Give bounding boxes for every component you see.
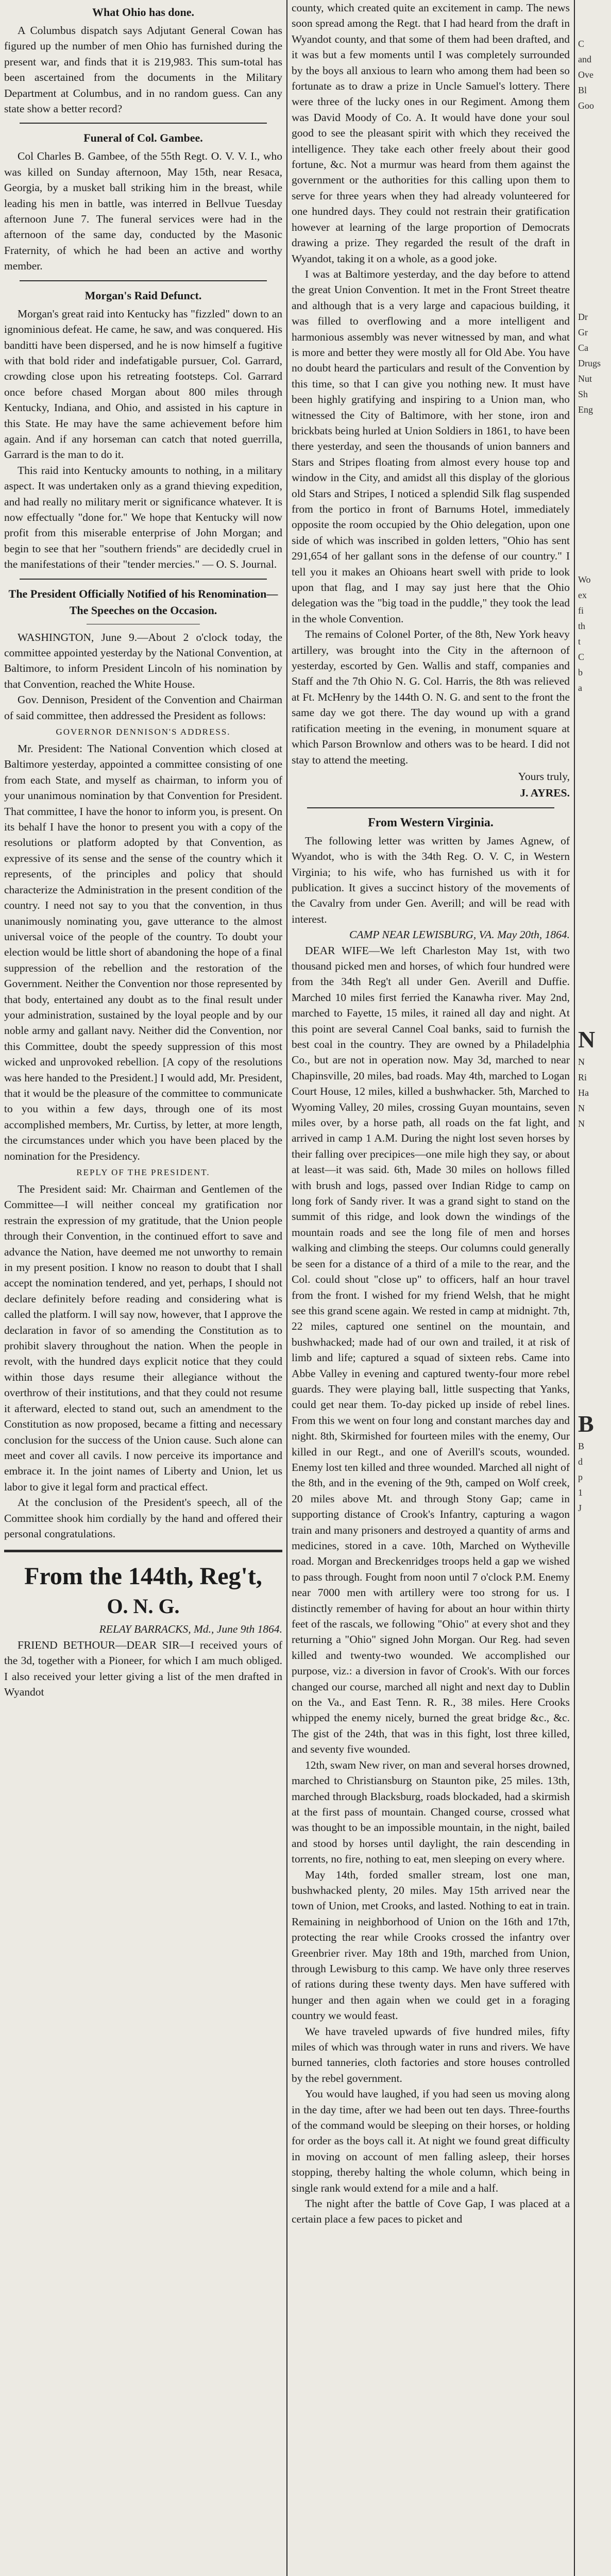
president-heading: The President Officially Notified of his Renomination—The Speeches on the Occasion. [8,587,278,617]
wva-paragraph-3: May 14th, forded smaller stream, lost one man, bushwhacked plenty, 20 miles. May 15th arrived near the town of Union, met Crooks, and lasted. Nothing to eat in train. Remaining in neighborhood of Union on the 16th and 17th, protecting the rear while Crooks crossed the infantry over Greenbrier river. May 18th and 19th, marched from Union, through Lewisburg to this camp. We have only three reserves of rations during these twenty days. Men have suffered with hunger and then again when we could get in a foraging country we would feast. [292,1868,570,2022]
fragment: Ha [578,1088,589,1098]
funeral-article: Col Charles B. Gambee, of the 55th Regt. O. V. V. I., who was killed on Sunday afternoon, May 15th, near Resaca, Georgia, by a musket ball striking him in the breast, while leading his men in battle, was interred in Bellvue Tuesday afternoon June 7. The funeral services were had in the afternoon of the same day, conducted by the Masonic Fraternity, of which he had been an active and worthy member. [4,150,282,273]
fragment: C [578,652,585,662]
reply-paragraph-2: At the conclusion of the President's speech, all of the Committee shook him cordially by the hand and offered their personal congratulations. [4,1496,282,1540]
president-paragraph-1: WASHINGTON, June 9.—About 2 o'clock today, the committee appointed yesterday by the National Convention, at Baltimore, to inform President Lincoln of his nomination by that Convention, reached the White House. [4,631,282,690]
large-initial: N [578,1026,596,1053]
reply-heading: REPLY OF THE PRESIDENT. [76,1167,210,1177]
divider [20,579,267,580]
letter-closing: Yours truly, [518,770,570,783]
fragment: Nut [578,374,592,384]
fragment: N [578,1103,585,1113]
fragment: Goo [578,100,594,111]
divider [4,1550,282,1552]
fragment: Sh [578,389,588,399]
fragment: t [578,636,581,647]
fragment: B [578,1441,585,1451]
wva-heading: From Western Virginia. [368,816,494,829]
fragment: Bl [578,85,587,95]
fragment: Ca [578,343,588,353]
fragment: d [578,1456,583,1467]
fragment: Ri [578,1072,587,1082]
divider [307,807,554,808]
wva-paragraph-2: 12th, swam New river, on man and several horses drowned, marched to Christiansburg on Staunton pike, 25 miles. 13th, marched through Blacksburg, roads blockaded, had a skirmish at the first pass of mountain. Changed course, crossed what was thought to be an impossible mountain, in the night, bailed and stood by horses until daylight, the rain descending in torrents, no fire, nothing to eat, men sleeping on every where. [292,1758,570,1866]
morgan-paragraph-2: This raid into Kentucky amounts to nothing, in a military aspect. It was undertaken only as a grand thieving expedition, and had really no military merit or significance whatever. It is now effectually "done for." We hope that Kentucky will now profit from this miserable enterprise of John Morgan; and begin to see that her "southern friends" are decidedly cruel in the manifestations of their "tender mercies." — O. S. Journal. [4,464,282,571]
fragment: a [578,683,582,693]
fragment: Gr [578,327,588,337]
fragment: p [578,1472,583,1482]
fragment: b [578,667,583,677]
fragment: Eng [578,404,593,415]
divider [20,280,267,281]
dennison-paragraph: Mr. President: The National Convention which closed at Baltimore yesterday, appointed a committee consisting of one from each State, and myself as chairman, to inform you of your unanimous nomination by that Convention for President. That committee, I have the honor to inform you, is present. On its behalf I have the honor to present you with a copy of the resolutions or platform adopted by that Convention, as expressive of its sense and the sense of the country which it represents, of the principles and policy that should characterize the Administration in the present condition of the country. I need not say to you that the convention, in thus unanimously nominating you, gave utterance to the almost universal voice of the people of the country. To doubt your election would be little short of abandoning the hope of a final suppression of the rebellion and the restoration of the Government. Neither the Convention nor those represented by that body, entertained any doubt as to the final result under your administration, sustained by the loyal people and by our noble army and gallant navy. Neither did the Convention, nor this Committee, doubt the speedy suppression of this most wicked and unprovoked rebellion. [A copy of the resolutions was here handed to the President.] I would add, Mr. President, that it would be the pleasure of the committee to communicate to you within a few days, through one of its most accomplished members, Mr. Curtiss, by letter, at more length, the circumstances under which you have been placed by the nomination for the Presidency. [4,742,282,1162]
president-paragraph-2: Gov. Dennison, President of the Convention and Chairman of said committee, then addressed the President as follows: [4,693,282,722]
large-initial: B [578,1411,594,1437]
funeral-heading: Funeral of Col. Gambee. [83,131,203,145]
wva-paragraph-4: We have traveled upwards of five hundred miles, fifty miles of which was through water in runs and rivers. We have burned tanneries, cloth factories and store houses controlled by the rebel government. [292,2025,570,2084]
fragment: J [578,1503,582,1513]
left-column [4,0,282,2576]
fragment: N [578,1118,585,1129]
wva-paragraph-1: DEAR WIFE—We left Charleston May 1st, with two thousand picked men and horses, of which four hundred were from the 34th Reg't all under Gen. Averill and Duffie. Marched 10 miles first ferried the Kanawha river. May 2nd, marched to Fayette, 15 miles, it rained all day and night. At this point are several Cannel Coal banks, said to furnish the best coal in the country. They are owned by a Philadelphia Co., but are not in operation now. May 3d, marched to near Chapinsville, 20 miles, bad roads. May 4th, marched to Logan Court House, 12 miles, killed a bushwhacker. 5th, Marched to Wyoming Valley, 20 miles, crossing Guyan mountains, seven miles over, by a horse path, all roads on the fat light, and arrived in camp 1 A.M. During the night lost seven horses by their falling over precipices—one mile high they say, or about at least—it was said. 6th, Made 30 miles on hollows filled with brush and logs, passed over Indian Ridge to camp on long fork of Sandy river. It was a grand sight to stand on the summit of this ridge, and look down the windings of the mountain roads and see the long file of men and horses walking and climbing the steeps. Our columns could generally be seen for a distance of a third of a mile to the rear, and the Col. could shout "close up" to officers, half an hour travel from the front. I wished for my friend Welsh, that he might see this grand scene again. We rested in camp at midnight. 7th, 22 miles, captured one sentinel on the mountain, and bushwhacked; made had of our own and trailed, it at risk of limb and life; captured a squad of sixteen rebs. Came into Abbe Valley in evening and captured twenty-four more rebel guards. They were playing ball, little suspecting that Yanks, could get near them. To-day picked up inside of rebel lines. From this we went on four long and constant marches day and night. 8th, Skirmished for fourteen miles with the enemy, Our killed in our Regt., and one of Averill's scouts, wounded. Enemy lost ten killed and three wounded. Marched all night of the 8th, and in the evening of the 9th, camped on Wolf creek, 20 miles above Mt. and through Stony Gap; came in supporting distance of Crook's Infantry, capturing a wagon train and many prisoners and destroyed a quantity of arms and medicines, stored in a cave. 10th, Marched on Wytheville road. Morgan and Breckenridges troops held a gap we wished to pass through. Fought from noon until 7 o'clock P.M. Enemy near 7000 men with artillery were too strong for us. I distinctly remember of having for about an hour within thirty feet of the rascals, we following "Ohio" at every shot and they returning a "Ohio" signed John Morgan. Our Reg. had seven killed and twenty-two wounded. We accomplished our purpose, viz.: a diversion in favor of Crook's. With our forces changed our course, marched all night and next day to Dublin on the Va., and East Tenn. R. R., 38 miles. Here Crooks whipped the enemy nicely, burned the great bridge &c., &c. The gist of the 24th, that was in this fight, lost three killed, and seventy five wounded. [292,944,570,1756]
column-rule [574,0,575,2576]
fragment: Dr [578,312,588,322]
wva-paragraph-6: The night after the battle of Cove Gap, I was placed at a certain place a few paces to picket and [292,2197,570,2226]
letter-continued-paragraph-3: The remains of Colonel Porter, of the 8th, New York heavy artillery, was brought into the City in the afternoon of yesterday, escorted by Gen. Wallis and staff, companies and Staff and the 7th Ohio N. G. Col. Harris, the 8th was relieved at Ft. McHenry by the 144th O. N. G. and sent to the front the same day we got there. The day wound up with a grand ratification meeting in the evening, in monument square at which Parson Brownlow and others was to be heard. I did not stay to attend the meeting. [292,628,570,766]
regt-dateline: RELAY BARRACKS, Md., June 9th 1864. [99,1623,282,1636]
ohio-article: A Columbus dispatch says Adjutant General Cowan has figured up the number of men Ohio has furnished during the present war, and finds that it is 219,983. This sum-total has been ascertained from the documents in the Military Department at Columbus, and in no random guess. Can any state show a better record? [4,24,282,115]
morgan-heading: Morgan's Raid Defunct. [84,289,202,302]
cropped-column-fragments [578,0,611,2576]
fragment: Wo [578,574,591,585]
reply-paragraph-1: The President said: Mr. Chairman and Gentlemen of the Committee—I will neither conceal my gratification nor restrain the expression of my gratitude, that the Union people through their Convention, in the continued effort to save and advance the Nation, have deemed me not unworthy to remain in my present position. I know no reason to doubt that I shall accept the nomination tendered, and yet, perhaps, I should not declare definitely before reading and considering what is called the platform. I will say now, however, that I approve the declaration in favor of so amending the Constitution as to prohibit slavery throughout the nation. When the people in revolt, with the hundred days explicit notice that they could within those days resume their allegiance without the overthrow of their institutions, and that they could not resume it afterward, elected to stand out, such an amendment to the Constitution as now proposed, became a fitting and necessary conclusion for the success of the Union cause. Such alone can meet and cover all cavils. I now perceive its importance and embrace it. In the joint names of Liberty and Union, let us labor to give it legal form and practical effect. [4,1183,282,1493]
fragment: C [578,39,585,49]
dennison-heading: GOVERNOR DENNISON'S ADDRESS. [56,727,231,737]
fragment: th [578,621,586,631]
regt-heading: From the 144th, Reg't, [24,1563,262,1590]
fragment: Ove [578,70,593,80]
letter-signature: J. AYRES. [520,787,570,800]
fragment: fi [578,605,584,616]
divider [20,123,267,124]
regt-subheading: O. N. G. [107,1595,180,1618]
fragment: Drugs [578,358,601,368]
letter-continued-paragraph-2: I was at Baltimore yesterday, and the day before to attend the great Union Convention. It met in the Front Street theatre and although that is a very large and capacious building, it was filled to overflowing and a more intelligent and harmonious assembly was never witnessed by man, and what is more and better they were mostly all for Old Abe. You have no doubt heard the particulars and result of the Convention by this time, so that I can give you nothing new. It must have been highly gratifying and inspiring to a Union man, who witnessed the City of Baltimore, with her stone, iron and brickbats being hurled at Union Soldiers in 1861, to have been there yesterday, and seen the thousands of union banners and Stars and Stripes floating from almost every house top and window in the City, and amidst all this display of the glorious old Stars and Stripes, I noticed a splendid Silk flag suspended from the portico in front of Barnums Hotel, immediately opposite the room occupied by the Ohio delegation, upon one side of which was inscribed in golden letters, "Ohio has sent 291,654 of her gallant sons in the defense of our country." I tell you it makes an Ohioans heart swell with pride to look upon that flag, and I may say just here that the Ohio delegation was the "big toad in the puddle," they took the lead in the whole Convention. [292,267,570,625]
fragment: 1 [578,1487,583,1498]
fragment: and [578,54,591,64]
wva-paragraph-5: You would have laughed, if you had seen us moving along in the day time, after we had been out ten days. Three-fourths of the command would be sleeping on their horses, or holding for order as the boys call it. At night we found great difficulty in moving on account of men falling asleep, their horses stopping, thereby halting the whole column, which being in single rank would extend for a mile and a half. [292,2088,570,2194]
column-rule [286,0,287,2576]
right-column [292,0,570,2576]
wva-dateline: CAMP NEAR LEWISBURG, VA. May 20th, 1864. [349,928,570,941]
wva-intro: The following letter was written by James Agnew, of Wyandot, who is with the 34th Reg. O. V. C, in Western Virginia; to his wife, who has furnished us with it for publication. It gives a succinct history of the movements of the Cavalry from under Gen. Averill; and will be read with interest. [292,834,570,925]
ohio-heading: What Ohio has done. [92,6,195,19]
fragment: N [578,1057,585,1067]
fragment: ex [578,590,587,600]
letter-continued-paragraph-1: county, which created quite an excitement in camp. The news soon spread among the Regt. that I had heard from the draft in Wyandot county, and that some of them had been drafted, and it was but a few moments until I was completely surrounded by the boys all anxious to learn who among them had been so fortunate as to draw a prize in Uncle Samuel's lottery. There were three of the lucky ones in our Regiment. Among them was David Moody of Co. A. It would have done your soul good to see the pleasant spirit with which they received the intelligence. They take each other freely about their good fortune, &c. Not a murmur was heard from them against the government or the authorities for this calling upon them to serve for three years when they had already volunteered for one hundred days. They could not restrain their gratification however at learning of the large proportion of Democrats drawing a prize. They regarded the result of the draft in Wyandot, taking it on a whole, as a good joke. [292,2,570,265]
regt-paragraph: FRIEND BETHOUR—DEAR SIR—I received yours of the 3d, together with a Pioneer, for which I am much obliged. I also received your letter giving a list of the men drafted in Wyandot [4,1638,282,1698]
morgan-paragraph-1: Morgan's great raid into Kentucky has "fizzled" down to an ignominious defeat. He came, he saw, and was conquered. His banditti have been dispersed, and he is now himself a fugitive with that bold rider and indefatigable pursuer, Col. Garrard, crowding close upon his retreating footsteps. Col. Garrard once before chased Morgan about 800 miles through Kentucky, Indiana, and Ohio, and assisted in his capture in this State. He may have the same achievement before him again. And if any horseman can catch that noted guerrilla, Garrard is the man to do it. [4,307,282,461]
